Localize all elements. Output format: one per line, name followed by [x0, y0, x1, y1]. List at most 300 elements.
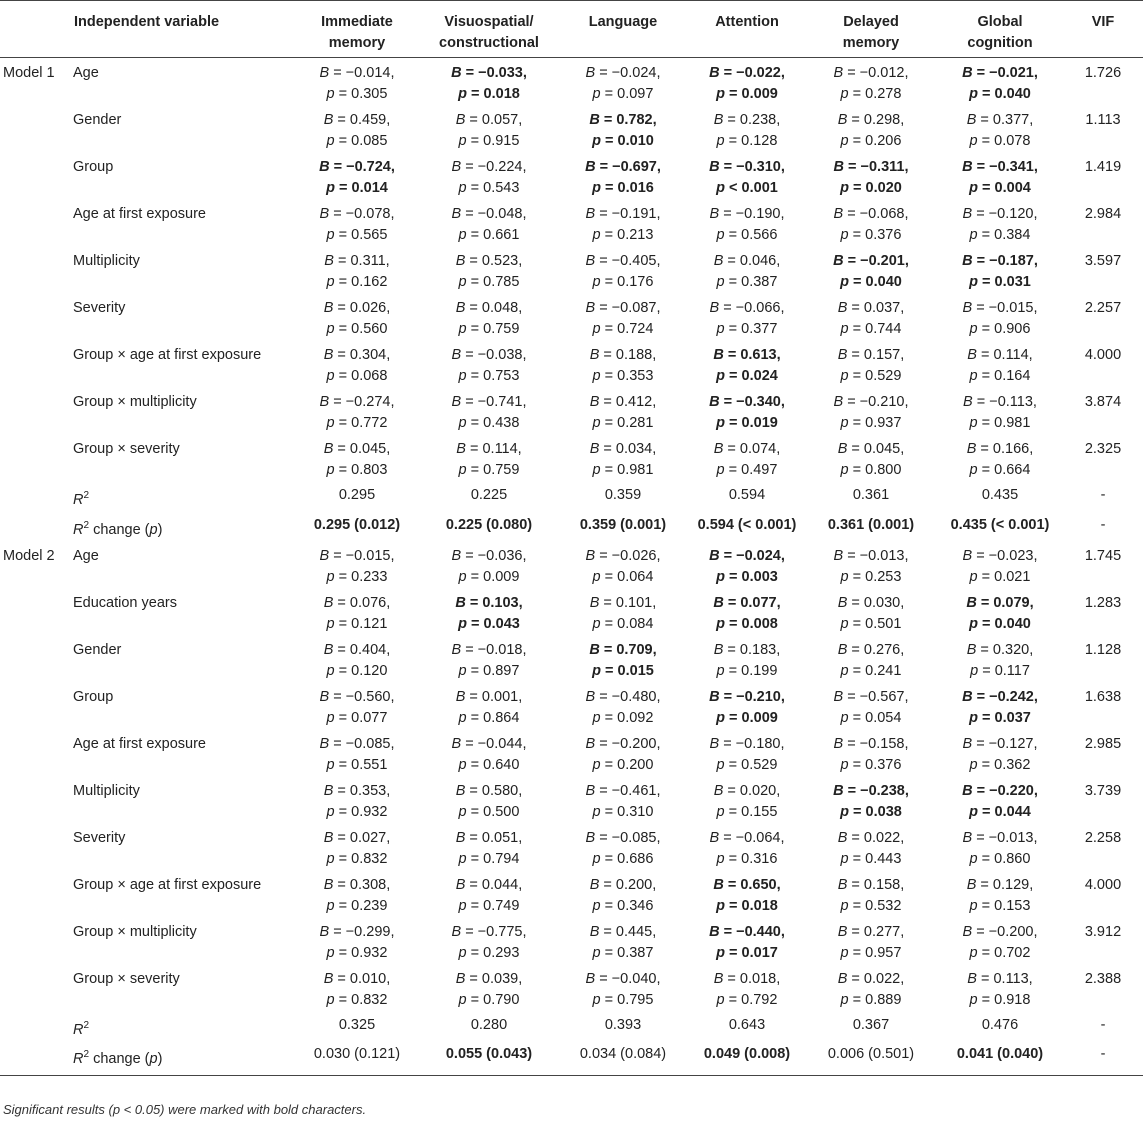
- p-symbol: p: [149, 1051, 158, 1068]
- stat-symbol: p: [716, 180, 726, 196]
- stat-value: = 0.500: [466, 803, 520, 820]
- value-cell: [805, 387, 937, 434]
- variable-name: Age at first exposure: [73, 735, 206, 752]
- stat-value: = 0.018: [725, 897, 778, 914]
- stat-symbol: B: [963, 394, 973, 410]
- model-label: Model 2: [3, 547, 55, 564]
- coef-p: [689, 84, 805, 105]
- coef-b: [557, 546, 689, 567]
- stat-value: = 0.026,: [333, 300, 391, 316]
- stat-symbol: p: [326, 227, 335, 243]
- variable-name: Severity: [73, 829, 126, 846]
- value-cell: [421, 541, 557, 588]
- coef-p: [557, 319, 689, 340]
- coef-b: [689, 298, 805, 319]
- coef-b: [937, 593, 1063, 614]
- coef-b: [557, 828, 689, 849]
- variable-name: Multiplicity: [73, 782, 140, 799]
- coef-b: [805, 251, 937, 272]
- stat-symbol: B: [585, 547, 596, 564]
- table-row: [0, 481, 1143, 511]
- stat-symbol: B: [451, 159, 462, 175]
- coef-p: [689, 990, 805, 1011]
- stat-symbol: p: [458, 568, 467, 585]
- stat-value: = −0.210,: [719, 688, 785, 705]
- table-body: [0, 58, 1143, 1076]
- coef-b: [293, 345, 421, 366]
- coef-b: [937, 298, 1063, 319]
- vif-value: 3.912: [1084, 923, 1122, 940]
- coef-b: [421, 781, 557, 802]
- stat-symbol: p: [326, 180, 336, 196]
- stat-symbol: p: [840, 662, 849, 679]
- coef-b: [557, 875, 689, 896]
- coef-p: [689, 661, 805, 682]
- stat-symbol: B: [962, 829, 973, 846]
- value-cell: 0.594 (< 0.001): [697, 516, 797, 533]
- stat-value: = 0.114,: [465, 441, 522, 457]
- value-cell: [937, 588, 1063, 635]
- stat-value: = 0.079,: [976, 594, 1034, 611]
- coef-p: [557, 366, 689, 387]
- stat-value: = 0.206: [848, 133, 902, 149]
- coef-p: [805, 366, 937, 387]
- stat-value: = 0.320,: [976, 641, 1034, 658]
- vif-value: 3.597: [1084, 253, 1122, 269]
- value-cell: 0.359 (0.001): [579, 516, 667, 533]
- stat-value: = 0.353,: [333, 782, 391, 799]
- stat-symbol: B: [962, 688, 973, 705]
- model-label: [0, 635, 73, 682]
- variable-name: Education years: [73, 594, 177, 611]
- coef-p: [937, 460, 1063, 481]
- stat-symbol: p: [592, 368, 601, 384]
- stat-value: = −0.158,: [843, 735, 909, 752]
- stat-value: = 0.529: [724, 756, 778, 773]
- stat-value: = −0.567,: [843, 688, 909, 705]
- coef-b: [805, 63, 937, 84]
- value-cell: [805, 729, 937, 776]
- stat-symbol: p: [326, 662, 335, 679]
- stat-symbol: B: [709, 547, 720, 564]
- value-cell: [557, 964, 689, 1011]
- stat-symbol: p: [326, 615, 335, 632]
- stat-value: = 0.101,: [599, 594, 657, 611]
- model-label: [0, 434, 73, 481]
- stat-value: = 0.239: [334, 897, 388, 914]
- stat-value: = −0.113,: [972, 394, 1037, 410]
- vif-value: 1.419: [1084, 159, 1122, 175]
- stat-symbol: B: [962, 923, 973, 940]
- stat-symbol: p: [458, 462, 467, 478]
- coef-b: [421, 392, 557, 413]
- stat-symbol: B: [585, 300, 596, 316]
- r-symbol: R: [73, 1021, 84, 1038]
- variable-name: Group × multiplicity: [73, 923, 197, 940]
- stat-symbol: p: [326, 415, 335, 431]
- value-cell: [689, 729, 805, 776]
- stat-value: = −0.014,: [329, 65, 395, 81]
- value-cell: [937, 387, 1063, 434]
- stat-value: = 0.443: [848, 850, 902, 867]
- table-row: [0, 105, 1143, 152]
- stat-value: = 0.176: [600, 274, 654, 290]
- stat-symbol: p: [592, 462, 601, 478]
- stat-value: = 0.278: [848, 86, 902, 102]
- stat-value: = 0.044: [978, 803, 1031, 820]
- coef-p: [937, 225, 1063, 246]
- stat-symbol: p: [326, 944, 335, 961]
- stat-symbol: B: [585, 65, 596, 81]
- coef-p: [421, 614, 557, 635]
- stat-symbol: B: [833, 159, 844, 175]
- stat-value: = 0.200: [600, 756, 654, 773]
- stat-value: = 0.937: [848, 415, 902, 431]
- vif-value: -: [1100, 1016, 1106, 1033]
- stat-value: = −0.085,: [595, 829, 661, 846]
- coef-p: [293, 990, 421, 1011]
- stat-value: = 0.183,: [723, 641, 781, 658]
- coef-p: [805, 567, 937, 588]
- stat-symbol: p: [716, 803, 725, 820]
- stat-value: < 0.001: [725, 180, 778, 196]
- variable-name: Age: [73, 65, 99, 81]
- stat-symbol: B: [709, 300, 720, 316]
- coef-p: [557, 178, 689, 199]
- stat-symbol: p: [716, 86, 726, 102]
- coef-b: [805, 298, 937, 319]
- stat-symbol: B: [323, 300, 334, 316]
- vif-value: 2.325: [1084, 441, 1122, 457]
- coef-b: [937, 734, 1063, 755]
- header-language: Language: [588, 14, 658, 30]
- model-label: [0, 917, 73, 964]
- stat-value: = 0.792: [724, 991, 778, 1008]
- coef-b: [421, 969, 557, 990]
- stat-value: = 0.304,: [333, 347, 391, 363]
- stat-value: = 0.016: [601, 180, 654, 196]
- stat-value: = −0.068,: [843, 206, 909, 222]
- coef-p: [937, 708, 1063, 729]
- coef-b: [805, 204, 937, 225]
- stat-symbol: p: [326, 850, 335, 867]
- stat-symbol: p: [592, 415, 601, 431]
- stat-symbol: p: [592, 850, 601, 867]
- coef-b: [557, 687, 689, 708]
- vif-value: -: [1063, 1040, 1143, 1075]
- stat-symbol: p: [969, 897, 978, 914]
- stat-symbol: p: [326, 803, 335, 820]
- stat-symbol: B: [585, 782, 596, 799]
- stat-value: = 0.915: [466, 133, 520, 149]
- coef-p: [689, 413, 805, 434]
- r-superscript: 2: [83, 519, 90, 531]
- value-cell: [937, 541, 1063, 588]
- stat-symbol: B: [589, 394, 600, 410]
- stat-value: = 0.277,: [847, 923, 905, 940]
- value-cell: 0.006 (0.501): [805, 1040, 937, 1075]
- model-label: [0, 246, 73, 293]
- coef-p: [689, 708, 805, 729]
- r2-change-label: change (: [89, 1051, 150, 1068]
- coef-b: [937, 969, 1063, 990]
- stat-symbol: B: [455, 688, 466, 705]
- coef-p: [805, 178, 937, 199]
- stat-symbol: p: [970, 662, 979, 679]
- stat-value: = 0.759: [466, 321, 520, 337]
- stat-value: = 0.860: [977, 850, 1031, 867]
- value-cell: [421, 870, 557, 917]
- stat-value: = −0.085,: [329, 735, 395, 752]
- stat-symbol: B: [323, 347, 334, 363]
- r-superscript: 2: [83, 1049, 90, 1061]
- coef-b: [557, 734, 689, 755]
- stat-symbol: B: [962, 253, 973, 269]
- value-cell: [689, 823, 805, 870]
- value-cell: 0.594: [728, 487, 766, 503]
- stat-symbol: p: [840, 86, 849, 102]
- stat-value: = 0.155: [724, 803, 778, 820]
- stat-symbol: p: [969, 756, 978, 773]
- coef-p: [805, 614, 937, 635]
- stat-value: = 0.037,: [847, 300, 905, 316]
- stat-symbol: p: [840, 274, 850, 290]
- variable-name: Group × age at first exposure: [73, 876, 262, 893]
- coef-b: [689, 593, 805, 614]
- stat-symbol: p: [592, 615, 601, 632]
- variable-name: [73, 1011, 293, 1041]
- stat-symbol: B: [709, 65, 720, 81]
- stat-value: = −0.013,: [843, 547, 909, 564]
- stat-symbol: p: [840, 897, 849, 914]
- stat-symbol: p: [326, 274, 335, 290]
- stat-value: = 0.030,: [847, 594, 905, 611]
- coef-p: [293, 896, 421, 917]
- stat-symbol: B: [833, 547, 844, 564]
- stat-value: = 0.744: [848, 321, 902, 337]
- stat-symbol: p: [969, 86, 979, 102]
- stat-symbol: p: [969, 133, 978, 149]
- coef-b: [805, 640, 937, 661]
- stat-value: = 0.298,: [847, 112, 905, 128]
- vif-value: 3.739: [1084, 782, 1122, 799]
- coef-p: [293, 460, 421, 481]
- stat-value: = 0.018,: [723, 970, 781, 987]
- stat-symbol: p: [716, 415, 726, 431]
- coef-b: [421, 828, 557, 849]
- coef-p: [293, 755, 421, 776]
- variable-name: Group × severity: [73, 441, 180, 457]
- coef-p: [689, 614, 805, 635]
- stat-symbol: p: [458, 180, 467, 196]
- stat-symbol: B: [324, 253, 334, 269]
- coef-p: [937, 755, 1063, 776]
- stat-value: = −0.040,: [595, 970, 661, 987]
- stat-symbol: B: [585, 206, 596, 222]
- value-cell: [557, 635, 689, 682]
- stat-value: = 0.199: [724, 662, 778, 679]
- stat-symbol: p: [716, 944, 726, 961]
- stat-symbol: p: [840, 756, 849, 773]
- coef-p: [689, 366, 805, 387]
- value-cell: [937, 152, 1063, 199]
- coef-b: [421, 734, 557, 755]
- stat-symbol: B: [323, 876, 334, 893]
- stat-value: = 0.027,: [333, 829, 391, 846]
- stat-symbol: p: [458, 756, 467, 773]
- stat-symbol: p: [716, 462, 725, 478]
- stat-value: = −0.224,: [461, 159, 527, 175]
- stat-value: = −0.038,: [461, 347, 527, 363]
- coef-b: [557, 392, 689, 413]
- coef-p: [557, 614, 689, 635]
- coef-p: [805, 708, 937, 729]
- value-cell: [293, 682, 421, 729]
- variable-name: Gender: [73, 641, 122, 658]
- value-cell: [937, 964, 1063, 1011]
- stat-value: = 0.054: [848, 709, 902, 726]
- value-cell: [937, 246, 1063, 293]
- stat-value: = 0.613,: [723, 347, 781, 363]
- stat-value: = 0.932: [334, 803, 388, 820]
- coef-p: [805, 272, 937, 293]
- table-row: [0, 1011, 1143, 1041]
- value-cell: [689, 293, 805, 340]
- table-row: [0, 823, 1143, 870]
- stat-symbol: B: [837, 641, 848, 658]
- stat-value: = −0.461,: [595, 782, 661, 799]
- stat-value: = 0.281: [600, 415, 654, 431]
- value-cell: 0.435 (< 0.001): [950, 516, 1050, 533]
- value-cell: [293, 340, 421, 387]
- stat-symbol: p: [458, 803, 467, 820]
- stat-value: = 0.162: [334, 274, 388, 290]
- value-cell: [937, 635, 1063, 682]
- coef-b: [937, 922, 1063, 943]
- coef-b: [937, 828, 1063, 849]
- value-cell: [557, 246, 689, 293]
- stat-symbol: p: [969, 944, 978, 961]
- coef-p: [421, 755, 557, 776]
- value-cell: [557, 152, 689, 199]
- coef-p: [557, 990, 689, 1011]
- stat-symbol: p: [592, 944, 601, 961]
- coef-b: [421, 593, 557, 614]
- stat-value: = 0.785: [466, 274, 520, 290]
- value-cell: [689, 105, 805, 152]
- coef-p: [937, 990, 1063, 1011]
- stat-symbol: B: [833, 688, 844, 705]
- stat-value: = 0.772: [334, 415, 388, 431]
- coef-b: [805, 969, 937, 990]
- stat-value: = 0.048,: [465, 300, 523, 316]
- stat-value: = −0.087,: [595, 300, 661, 316]
- coef-b: [805, 734, 937, 755]
- coef-p: [689, 272, 805, 293]
- value-cell: [937, 58, 1063, 106]
- stat-symbol: B: [833, 735, 844, 752]
- value-cell: [421, 588, 557, 635]
- coef-p: [805, 319, 937, 340]
- stat-value: = 0.759: [466, 462, 520, 478]
- variable-name: Gender: [73, 112, 122, 128]
- coef-b: [293, 922, 421, 943]
- coef-b: [293, 734, 421, 755]
- stat-symbol: p: [592, 180, 602, 196]
- stat-symbol: B: [585, 253, 596, 269]
- stat-value: = −0.078,: [329, 206, 395, 222]
- stat-value: = 0.018: [467, 86, 520, 102]
- stat-symbol: B: [323, 112, 334, 128]
- value-cell: 0.055 (0.043): [421, 1040, 557, 1075]
- table-row: [0, 729, 1143, 776]
- coef-b: [937, 63, 1063, 84]
- coef-p: [805, 896, 937, 917]
- stat-symbol: B: [323, 641, 334, 658]
- table-row: [0, 434, 1143, 481]
- table-header: [0, 1, 1143, 58]
- stat-symbol: p: [969, 568, 978, 585]
- stat-value: = 0.376: [848, 227, 902, 243]
- stat-symbol: p: [840, 133, 849, 149]
- stat-symbol: B: [451, 347, 462, 363]
- stat-symbol: p: [840, 803, 850, 820]
- stat-symbol: p: [326, 462, 335, 478]
- coef-p: [805, 84, 937, 105]
- value-cell: [557, 776, 689, 823]
- header-global-cognition: Global cognition: [967, 14, 1033, 51]
- coef-b: [689, 204, 805, 225]
- stat-symbol: p: [716, 756, 725, 773]
- stat-symbol: p: [840, 415, 849, 431]
- stat-symbol: p: [969, 227, 978, 243]
- stat-value: = 0.906: [977, 321, 1031, 337]
- value-cell: [805, 870, 937, 917]
- stat-symbol: B: [837, 970, 848, 987]
- stat-symbol: p: [326, 568, 335, 585]
- stat-symbol: p: [592, 274, 601, 290]
- coef-p: [689, 802, 805, 823]
- coef-b: [937, 439, 1063, 460]
- value-cell: [937, 776, 1063, 823]
- coef-b: [689, 392, 805, 413]
- value-cell: [421, 199, 557, 246]
- coef-b: [689, 969, 805, 990]
- stat-value: = 0.051,: [465, 829, 523, 846]
- coef-b: [421, 204, 557, 225]
- stat-value: = 0.034,: [599, 441, 657, 457]
- header-delayed-memory: Delayed memory: [842, 14, 900, 51]
- stat-symbol: p: [716, 274, 725, 290]
- value-cell: [293, 541, 421, 588]
- stat-value: = 0.022,: [847, 829, 905, 846]
- stat-symbol: B: [966, 594, 977, 611]
- value-cell: [805, 105, 937, 152]
- stat-symbol: B: [966, 112, 977, 128]
- stat-value: = −0.440,: [719, 923, 785, 940]
- value-cell: [421, 823, 557, 870]
- stat-value: = −0.220,: [972, 782, 1038, 799]
- coef-b: [689, 157, 805, 178]
- coef-b: [421, 251, 557, 272]
- stat-symbol: p: [458, 944, 467, 961]
- stat-value: = 0.057,: [465, 112, 523, 128]
- coef-p: [557, 460, 689, 481]
- stat-value: = 0.121: [334, 615, 388, 632]
- stat-symbol: B: [319, 159, 330, 175]
- stat-symbol: p: [840, 944, 849, 961]
- value-cell: [557, 58, 689, 106]
